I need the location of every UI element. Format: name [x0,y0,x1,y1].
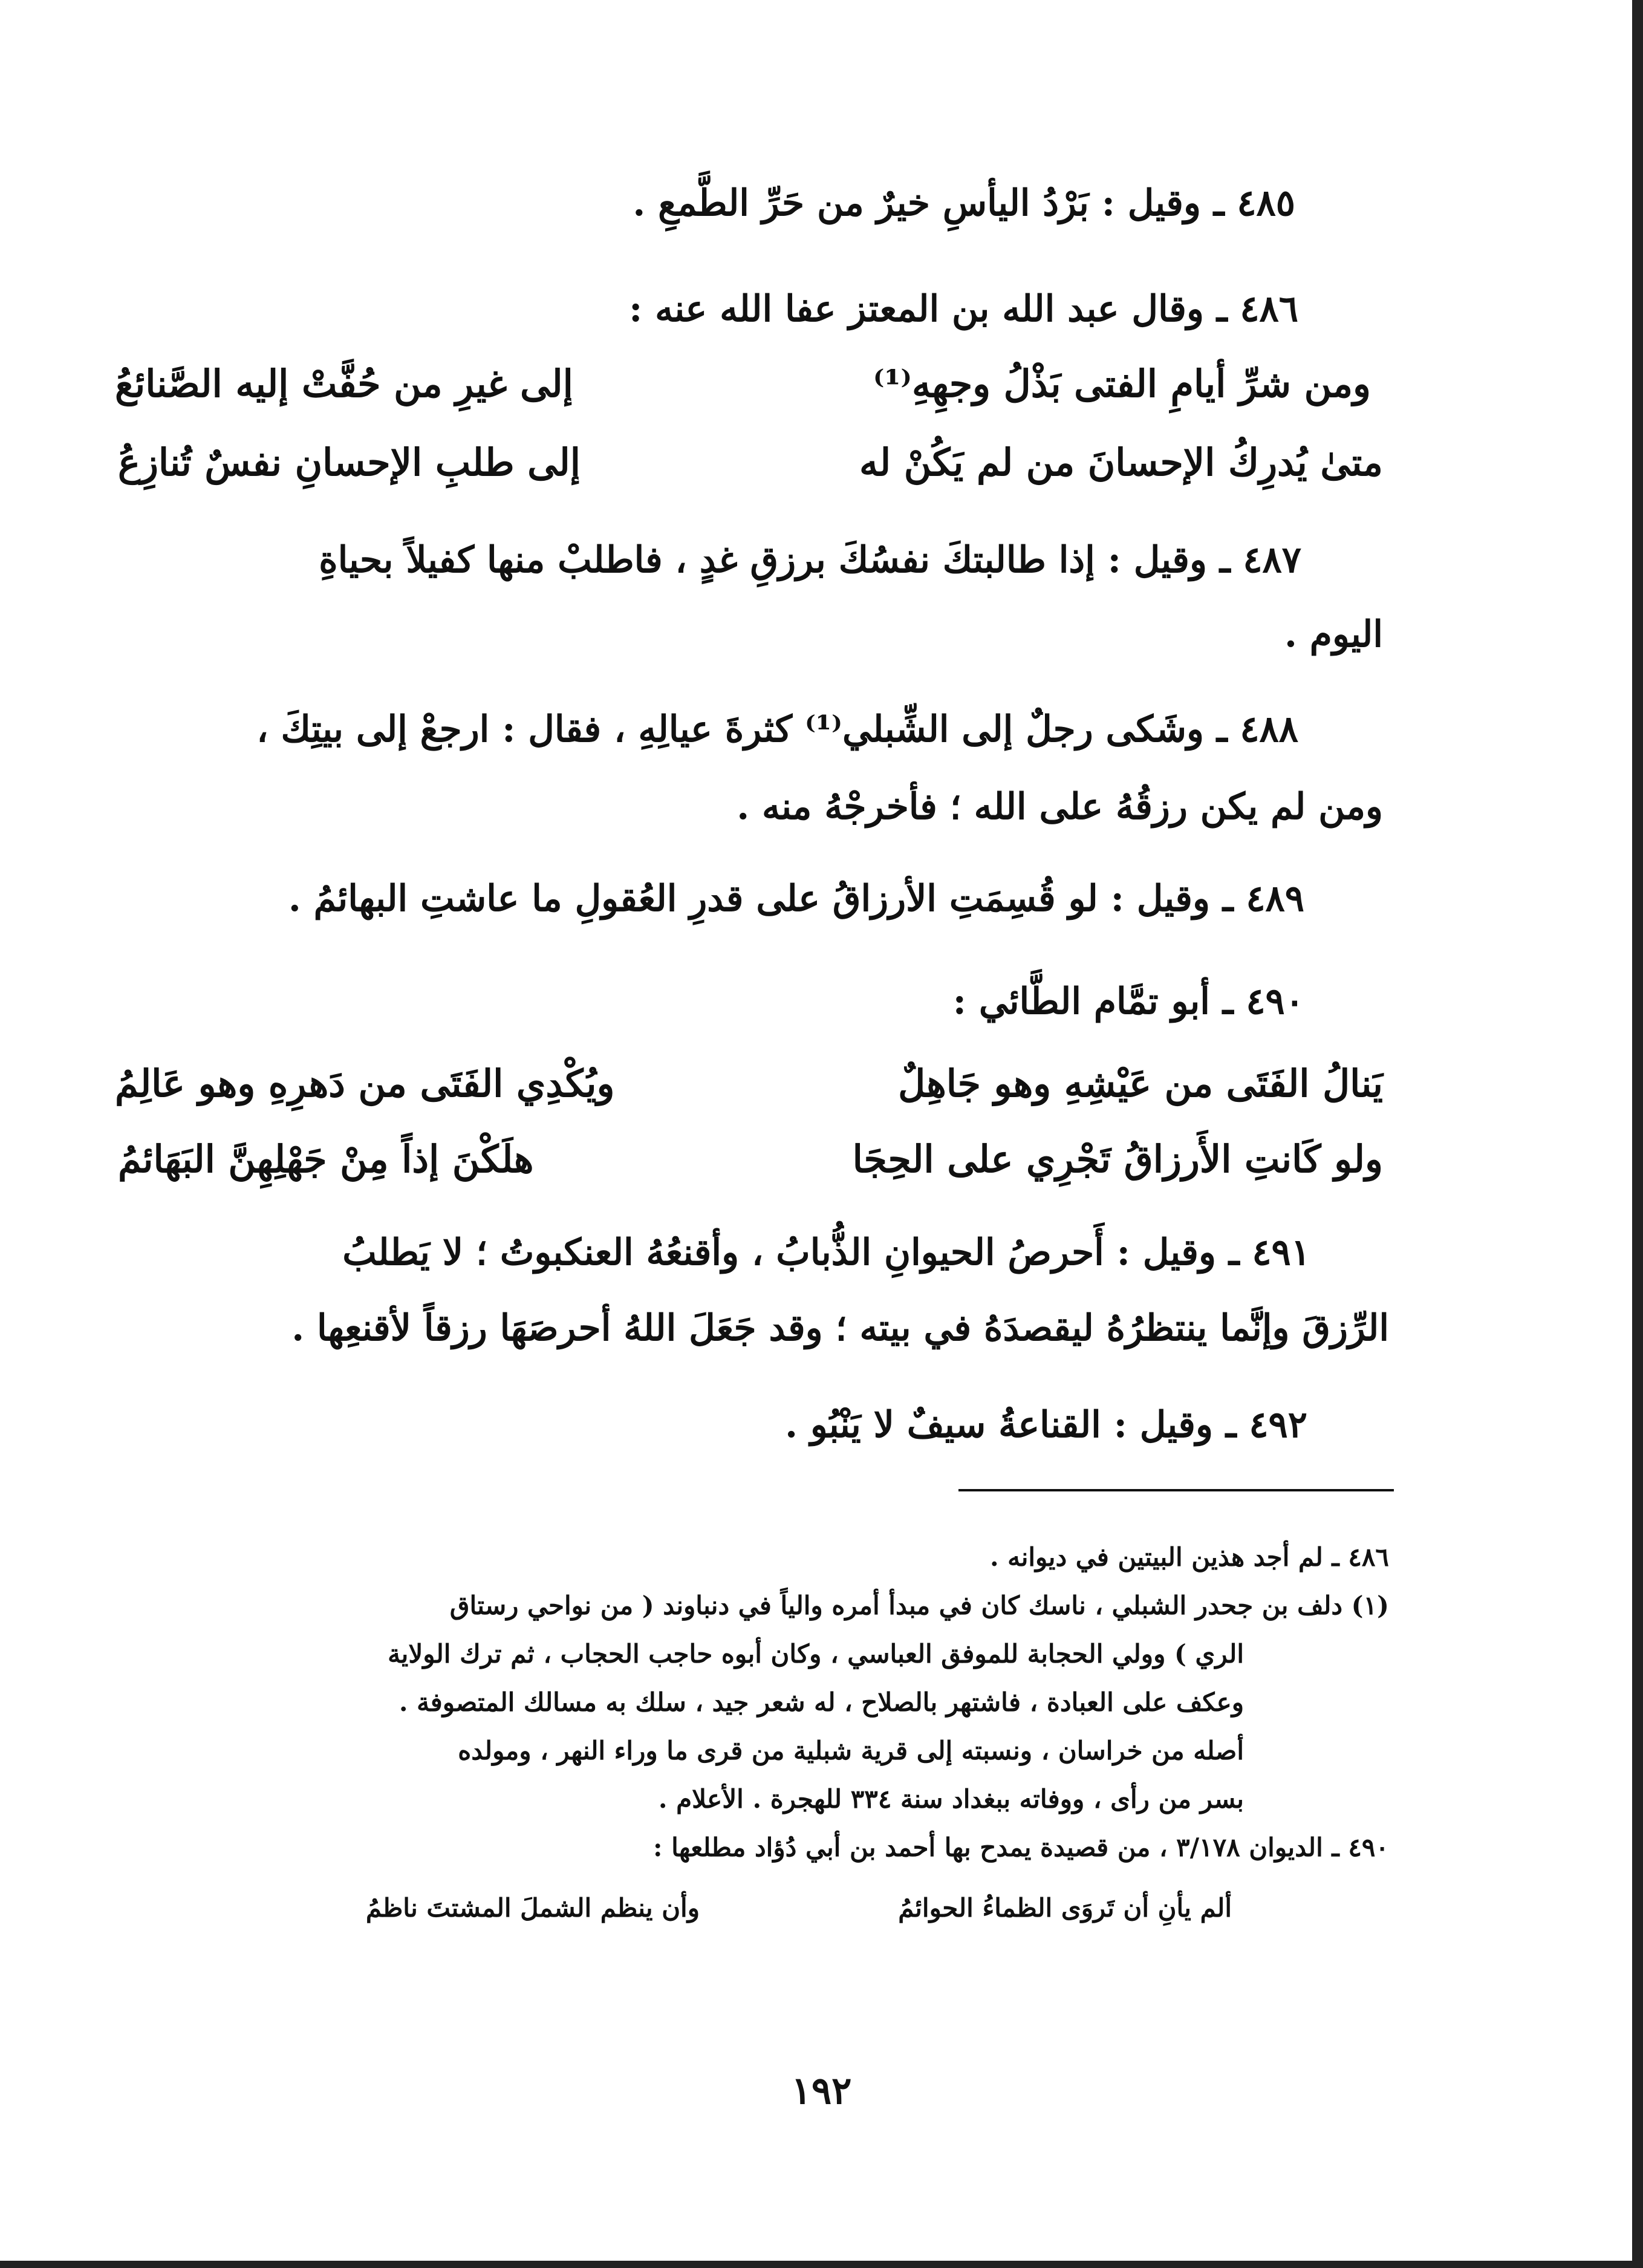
footnote-1-line-1: (١) دلف بن جحدر الشبلي ، ناسك كان في مبدأ أمره والياً في دنباوند ( من نواحي رستاق [449,1591,1389,1620]
verse-486-1-second-hemistich: إلى غيرِ من حُفَّتْ إليه الصَّنائعُ [115,362,573,406]
footnote-490-verse-first-hemistich: ألم يأنِ أن تَروَى الظماءُ الحوائمُ [898,1893,1232,1923]
entry-490: ٤٩٠ ـ أبو تمَّام الطَّائي : [952,980,1304,1023]
entry-489: ٤٨٩ ـ وقيل : لو قُسِمَتِ الأرزاقُ على قدرِ العُقولِ ما عاشتِ البهائمُ . [288,878,1304,920]
footnote-1-line-2: الري ) وولي الحجابة للموفق العباسي ، وكان أبوه حاجب الحجاب ، ثم ترك الولاية [388,1639,1244,1669]
footnote-490-verse-second-hemistich: وأن ينظم الشملَ المشتتَ ناظمُ [365,1893,700,1923]
verse-490-2-second-hemistich: هلَكْنَ إذاً مِنْ جَهْلِهِنَّ البَهَائمُ [118,1137,534,1181]
footnote-490: ٤٩٠ ـ الديوان ٣/١٧٨ ، من قصيدة يمدح بها أحمد بن أبي دُؤاد مطلعها : [652,1833,1389,1862]
entry-491-line-1: ٤٩١ ـ وقيل : أَحرصُ الحيوانِ الذُّبابُ ، وأقنعُهُ العنكبوتُ ؛ لا يَطلبُ [342,1231,1310,1274]
entry-492: ٤٩٢ ـ وقيل : القناعةُ سيفٌ لا يَنْبُو . [785,1404,1307,1446]
entry-487-line-2: اليوم . [1284,613,1383,656]
verse-490-line-1 [115,1061,1383,1110]
scan-edge-right [1632,0,1643,2268]
footnote-1-line-3: وعكف على العبادة ، فاشتهر بالصلاح ، له شعر جيد ، سلك به مسالك المتصوفة . [399,1687,1244,1717]
verse-486-2-first-hemistich: متىٰ يُدرِكُ الإحسانَ من لم يَكُنْ له [859,440,1383,484]
footnote-1-line-5: بسر من رأى ، ووفاته ببغداد سنة ٣٣٤ للهجرة . الأعلام . [658,1784,1244,1814]
verse-490-2-first-hemistich: ولو كَانتِ الأَرزاقُ تَجْرِي على الحِجَا [852,1137,1383,1181]
verse-486-line-1 [115,362,1371,410]
entry-488-line-1: ٤٨٨ ـ وشَكى رجلٌ إلى الشِّبلي⁽¹⁾ كثرةَ عيالِهِ ، فقال : ارجعْ إلى بيتِكَ ، [256,708,1298,751]
verse-486-1-first-hemistich: ومن شرِّ أيامِ الفتى بَذْلُ وجهِهِ⁽¹⁾ [873,362,1371,406]
page-number: ١٩٢ [791,2068,852,2113]
verse-486-2-second-hemistich: إلى طلبِ الإحسانِ نفسٌ تُنازِعُ [118,440,581,484]
entry-487-line-1: ٤٨٧ ـ وقيل : إذا طالبتكَ نفسُكَ برزقِ غدٍ ، فاطلبْ منها كفيلاً بحياةِ [319,539,1301,581]
footnote-1-line-4: أصله من خراسان ، ونسبته إلى قرية شبلية من قرى ما وراء النهر ، ومولده [458,1736,1244,1765]
entry-485: ٤٨٥ ـ وقيل : بَرْدُ اليأسِ خيرٌ من حَرِّ الطَّمعِ . [633,182,1295,224]
footnote-486: ٤٨٦ ـ لم أجد هذين البيتين في ديوانه . [989,1542,1389,1572]
footnote-separator [958,1489,1394,1491]
verse-486-line-2 [118,440,1383,489]
verse-490-1-second-hemistich: ويُكْدِي الفَتَى من دَهرِهِ وهو عَالِمُ [115,1061,615,1106]
entry-486: ٤٨٦ ـ وقال عبد الله بن المعتز عفا الله عنه : [629,288,1298,330]
scan-edge-bottom [0,2261,1643,2268]
entry-488-line-2: ومن لم يكن رزقُهُ على الله ؛ فأخرجْهُ منه . [737,786,1383,828]
verse-490-line-2 [118,1137,1383,1185]
entry-491-line-2: الرِّزقَ وإنَّما ينتظرُهُ ليقصدَهُ في بيته ؛ وقد جَعَلَ اللهُ أحرصَهَا رزقاً لأقنعِها . [291,1307,1389,1349]
verse-490-1-first-hemistich: يَنالُ الفَتَى من عَيْشِهِ وهو جَاهِلٌ [898,1061,1383,1106]
